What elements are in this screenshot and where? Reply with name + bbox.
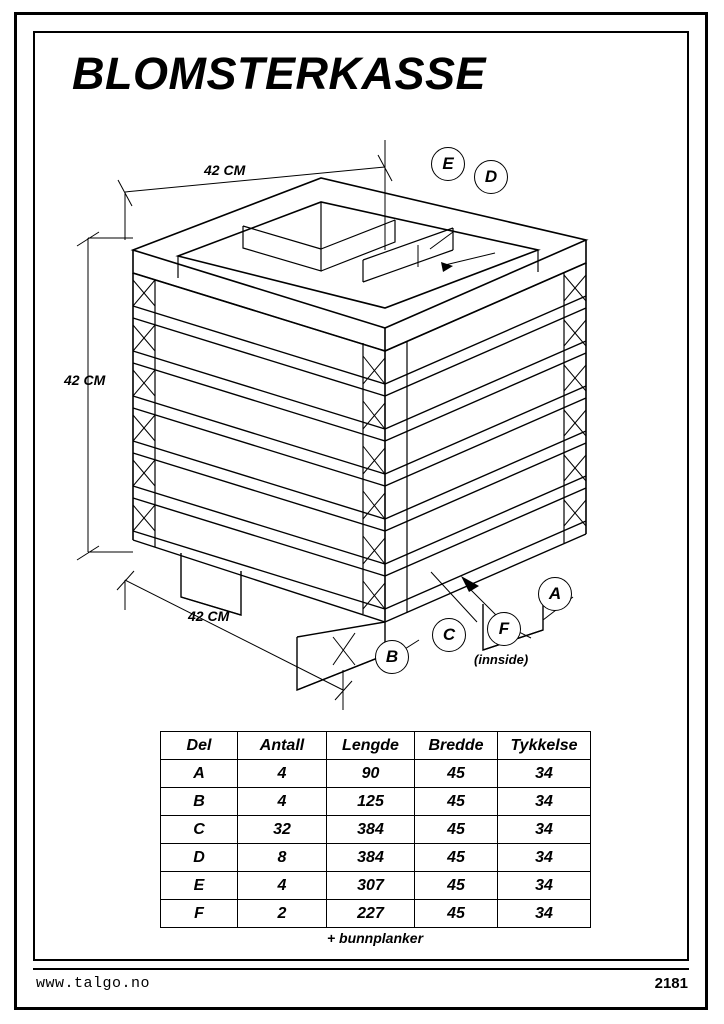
parts-table-note: + bunnplanker xyxy=(326,930,424,946)
table-cell: 34 xyxy=(498,844,591,872)
parts-table-wrapper xyxy=(160,731,590,928)
table-cell: 90 xyxy=(327,760,415,788)
callout-d: D xyxy=(474,160,508,194)
dimension-bottom: 42 CM xyxy=(188,608,230,624)
callout-a: A xyxy=(538,577,572,611)
table-cell: 45 xyxy=(415,816,498,844)
table-header-row xyxy=(161,732,591,760)
table-row xyxy=(161,872,591,900)
table-cell: 32 xyxy=(238,816,327,844)
table-cell: 4 xyxy=(238,872,327,900)
footer-divider xyxy=(33,968,689,970)
callout-f-note: (innside) xyxy=(474,652,529,667)
callout-e: E xyxy=(431,147,465,181)
table-cell: E xyxy=(161,872,238,900)
table-cell: C xyxy=(161,816,238,844)
table-cell: 8 xyxy=(238,844,327,872)
parts-table xyxy=(160,731,591,928)
dimension-left: 42 CM xyxy=(64,372,106,388)
table-cell: 307 xyxy=(327,872,415,900)
table-cell: 45 xyxy=(415,760,498,788)
table-row xyxy=(161,760,591,788)
table-cell: 125 xyxy=(327,788,415,816)
footer-url: www.talgo.no xyxy=(36,975,151,992)
table-cell: F xyxy=(161,900,238,928)
table-cell: 384 xyxy=(327,816,415,844)
table-header-cell: Bredde xyxy=(415,732,498,760)
table-cell: 45 xyxy=(415,788,498,816)
table-cell: 227 xyxy=(327,900,415,928)
table-cell: B xyxy=(161,788,238,816)
callout-f: F xyxy=(487,612,521,646)
footer-number: 2181 xyxy=(654,975,688,992)
table-header-cell: Del xyxy=(161,732,238,760)
table-cell: 34 xyxy=(498,872,591,900)
table-cell: 34 xyxy=(498,788,591,816)
planter-box-drawing xyxy=(33,110,689,710)
table-cell: 45 xyxy=(415,900,498,928)
table-header-cell: Tykkelse xyxy=(498,732,591,760)
table-cell: 34 xyxy=(498,900,591,928)
callout-b: B xyxy=(375,640,409,674)
table-cell: 34 xyxy=(498,816,591,844)
table-cell: 2 xyxy=(238,900,327,928)
table-row xyxy=(161,788,591,816)
table-cell: 45 xyxy=(415,844,498,872)
table-cell: D xyxy=(161,844,238,872)
table-cell: 384 xyxy=(327,844,415,872)
callout-c: C xyxy=(432,618,466,652)
table-header-cell: Antall xyxy=(238,732,327,760)
table-row xyxy=(161,816,591,844)
table-cell: 34 xyxy=(498,760,591,788)
page-title: BLOMSTERKASSE xyxy=(72,48,487,99)
table-row xyxy=(161,844,591,872)
table-cell: A xyxy=(161,760,238,788)
table-row xyxy=(161,900,591,928)
table-cell: 4 xyxy=(238,788,327,816)
table-header-cell: Lengde xyxy=(327,732,415,760)
table-cell: 45 xyxy=(415,872,498,900)
table-cell: 4 xyxy=(238,760,327,788)
dimension-top: 42 CM xyxy=(204,162,246,178)
